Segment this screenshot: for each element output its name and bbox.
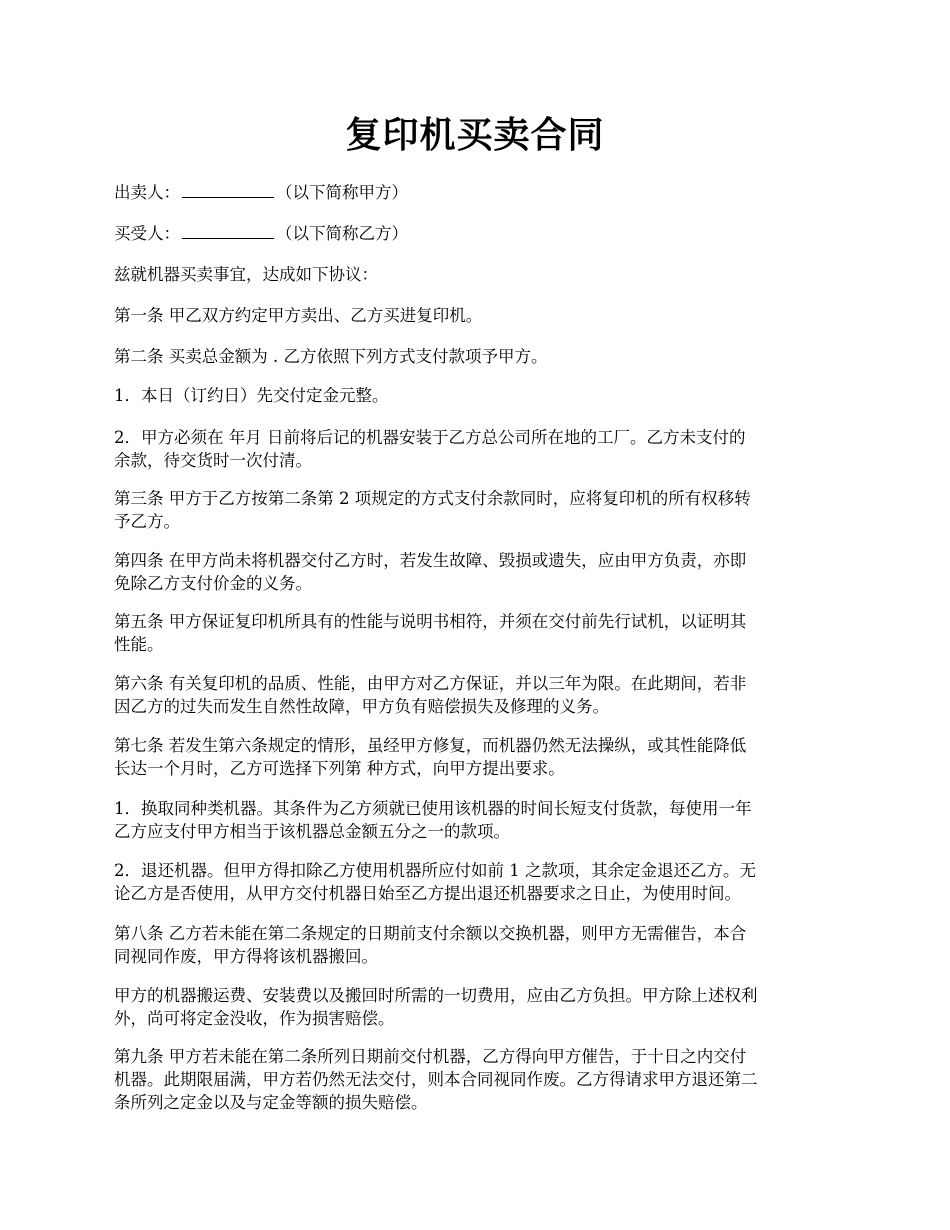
paragraph-line: 2．甲方必须在 年月 日前将后记的机器安装于乙方总公司所在地的工厂。乙方未支付的 [114, 428, 746, 447]
article-4 [114, 549, 836, 595]
paragraph-line: 因乙方的过失而发生自然性故障，甲方负有赔偿损失及修理的义务。 [114, 697, 609, 716]
article-8-supplement [114, 984, 836, 1030]
article-7-item-2 [114, 859, 836, 905]
paragraph-line: 论乙方是否使用，从甲方交付机器日始至乙方提出退还机器要求之日止，为使用时间。 [114, 884, 741, 903]
paragraph-line: 性能。 [114, 635, 164, 654]
article-6 [114, 672, 836, 718]
article-9 [114, 1045, 836, 1114]
document-title: 复印机买卖合同 [345, 114, 605, 156]
article-7 [114, 734, 836, 780]
paragraph-line: 乙方应支付甲方相当于该机器总金额五分之一的款项。 [114, 822, 510, 841]
paragraph-line: 1．换取同种类机器。其条件为乙方须就已使用该机器的时间长短支付货款，每使用一年 [114, 799, 752, 818]
paragraph-line: 同视同作废，甲方得将该机器搬回。 [114, 947, 378, 966]
article-5 [114, 610, 836, 656]
intro-paragraph: 兹就机器买卖事宜，达成如下协议： [114, 265, 378, 284]
paragraph-line: 免除乙方支付价金的义务。 [114, 574, 312, 593]
paragraph-line: 第七条 若发生第六条规定的情形，虽经甲方修复，而机器仍然无法操纵，或其性能降低 [114, 736, 747, 755]
paragraph-line: 余款，待交货时一次付清。 [114, 451, 312, 470]
article-2-item-2 [114, 426, 836, 472]
seller-suffix: （以下简称甲方） [276, 183, 408, 202]
article-3 [114, 487, 836, 533]
paragraph-line: 第五条 甲方保证复印机所具有的性能与说明书相符，并须在交付前先行试机，以证明其 [114, 612, 747, 631]
paragraph-line: 长达一个月时，乙方可选择下列第 种方式，向甲方提出要求。 [114, 759, 565, 778]
paragraph-line: 予乙方。 [114, 512, 180, 531]
paragraph-line: 外，尚可将定金没收，作为损害赔偿。 [114, 1009, 395, 1028]
article-8 [114, 922, 836, 968]
paragraph-line: 甲方的机器搬运费、安装费以及搬回时所需的一切费用，应由乙方负担。甲方除上述权利 [114, 986, 758, 1005]
paragraph-line: 第四条 在甲方尚未将机器交付乙方时，若发生故障、毁损或遗失，应由甲方负责，亦即 [114, 551, 747, 570]
paragraph-line: 第九条 甲方若未能在第二条所列日期前交付机器，乙方得向甲方催告，于十日之内交付 [114, 1047, 747, 1066]
buyer-line [114, 222, 836, 245]
seller-blank [182, 183, 274, 198]
buyer-blank [182, 224, 274, 239]
article-1: 第一条 甲乙双方约定甲方卖出、乙方买进复印机。 [114, 306, 483, 325]
buyer-label: 买受人： [114, 224, 180, 243]
seller-line [114, 181, 836, 204]
paragraph-line: 第三条 甲方于乙方按第二条第 2 项规定的方式支付余款同时，应将复印机的所有权移转 [114, 489, 751, 508]
buyer-suffix: （以下简称乙方） [276, 224, 408, 243]
paragraph-line: 第六条 有关复印机的品质、性能，由甲方对乙方保证，并以三年为限。在此期间，若非 [114, 674, 747, 693]
paragraph-line: 条所列之定金以及与定金等额的损失赔偿。 [114, 1093, 428, 1112]
seller-label: 出卖人： [114, 183, 180, 202]
article-2-item-1: 1．本日（订约日）先交付定金元整。 [114, 386, 389, 405]
paragraph-line: 第八条 乙方若未能在第二条规定的日期前支付余额以交换机器，则甲方无需催告，本合 [114, 924, 747, 943]
paragraph-line: 机器。此期限届满，甲方若仍然无法交付，则本合同视同作废。乙方得请求甲方退还第二 [114, 1070, 758, 1089]
article-2: 第二条 买卖总金额为 . 乙方依照下列方式支付款项予甲方。 [114, 347, 548, 366]
article-7-item-1 [114, 797, 836, 843]
paragraph-line: 2．退还机器。但甲方得扣除乙方使用机器所应付如前 1 之款项，其余定金退还乙方。无 [114, 861, 756, 880]
